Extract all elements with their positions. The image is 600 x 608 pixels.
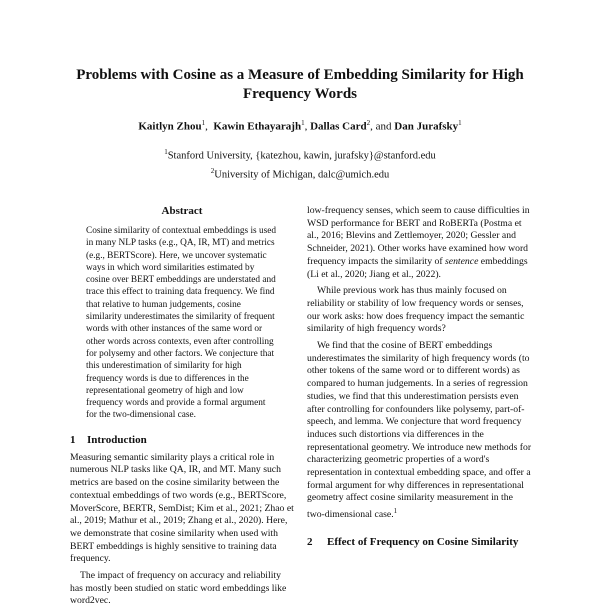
intro-paragraph: The impact of frequency on accuracy and reliability has mostly been studied on static word embeddings like word2vec. — [70, 570, 287, 607]
affiliation-text: Stanford University, {katezhou, kawin, jurafsky}@stanford.edu — [167, 150, 436, 162]
right-column — [307, 205, 532, 549]
author-name: Kaitlyn Zhou — [138, 120, 202, 133]
affiliation-text: University of Michigan, dalc@umich.edu — [214, 169, 390, 180]
author-affiliation-mark: 1 — [301, 119, 305, 127]
body-paragraph: We find that the cosine of BERT embeddings underestimates the similarity of high frequency words (to other tokens of the same word or to different words) as compared to human judgements. In a series of regression studies, we find that this underestimation persists even after controlling for confounders like polysemy, part-of-speech, and lemma. We conjecture that word frequency induces such distortions via differences in the representational geometry. We introduce new methods for characterizing geometric properties of a word's representation in contextual embedding space, and offer a formal argument for why differences in representational geometry affect cosine similarity measurement in the two-dimensional case.$^1$ — [307, 340, 532, 521]
affiliation-number: 1 — [164, 148, 168, 156]
author-list — [60, 119, 540, 133]
affiliation-line — [60, 145, 540, 164]
section-title: Effect of Frequency on Cosine Similarity — [327, 536, 519, 549]
section-number: 2 — [307, 536, 313, 549]
footnote-mark: 1 — [393, 507, 398, 516]
affiliations — [60, 145, 540, 182]
body-paragraph: low-frequency senses, which seem to cause difficulties in WSD performance for BERT and RoBERTa (Postma et al., 2016; Blevins and Zettlemoyer, 2020; Gessler and Schneider, 2021). Other works have examined how word frequency impacts the similarity of sentence embeddings (Li et al., 2020; Jiang et al., 2022). — [307, 205, 530, 280]
author-separator: , — [205, 120, 208, 133]
author-affiliation-mark: 1 — [201, 119, 206, 127]
section-number: 1 — [70, 433, 76, 446]
abstract-heading: Abstract — [161, 205, 203, 217]
affiliation-line — [60, 164, 540, 183]
body-paragraph: While previous work has thus mainly focused on reliability or stability of low frequency words or senses, our work asks: how does frequency impact the semantic similarity of high frequency words? — [307, 285, 525, 335]
intro-paragraph: Measuring semantic similarity plays a critical role in numerous NLP tasks like QA, IR, and MT. Many such metrics are based on the cosine similarity between the contextual embeddings of two words (e.g., BERTScore, MoverScore, BERTR, SemDist; Kim et al., 2021; Zhao et al., 2019; Mathur et al., 2019; Zhang et al., 2020). Here, we demonstrate that cosine similarity when used with BERT embeddings is highly sensitive to training data frequency. — [70, 451, 294, 565]
author-separator: , — [304, 120, 308, 133]
author-and: , and — [370, 120, 392, 133]
abstract-text: Cosine similarity of contextual embeddings is used in many NLP tasks (e.g., QA, IR, MT) and metrics (e.g., BERTScore). Here, we uncover systematic ways in which word similarities estimated by cosine over BERT embeddings are understated and trace this effect to training data frequency. We find that relative to human judgements, cosine similarity underestimates the similarity of frequent words with other instances of the same word or other words across contexts, even after controlling for polysemy and other factors. We conjecture that this underestimation of similarity for high frequency words is due to differences in the representational geometry of high and low frequency words and provide a formal argument for the two-dimensional case. — [86, 226, 277, 421]
author-affiliation-mark: 1 — [458, 119, 462, 127]
section-title: Introduction — [87, 433, 147, 446]
paper-title: Problems with Cosine as a Measure of Embedding Similarity for High Frequency Words — [76, 67, 524, 102]
affiliation-number: 2 — [210, 166, 215, 175]
author-name: Kawin Ethayarajh — [213, 120, 302, 133]
emphasis: sentence — [445, 255, 479, 267]
author-name: Dan Jurafsky — [394, 120, 459, 133]
section-heading-frequency — [307, 536, 532, 549]
section-heading-introduction — [70, 434, 294, 446]
author-name: Dallas Card — [310, 120, 367, 133]
author-affiliation-mark: 2 — [366, 119, 371, 127]
left-column — [70, 205, 294, 608]
